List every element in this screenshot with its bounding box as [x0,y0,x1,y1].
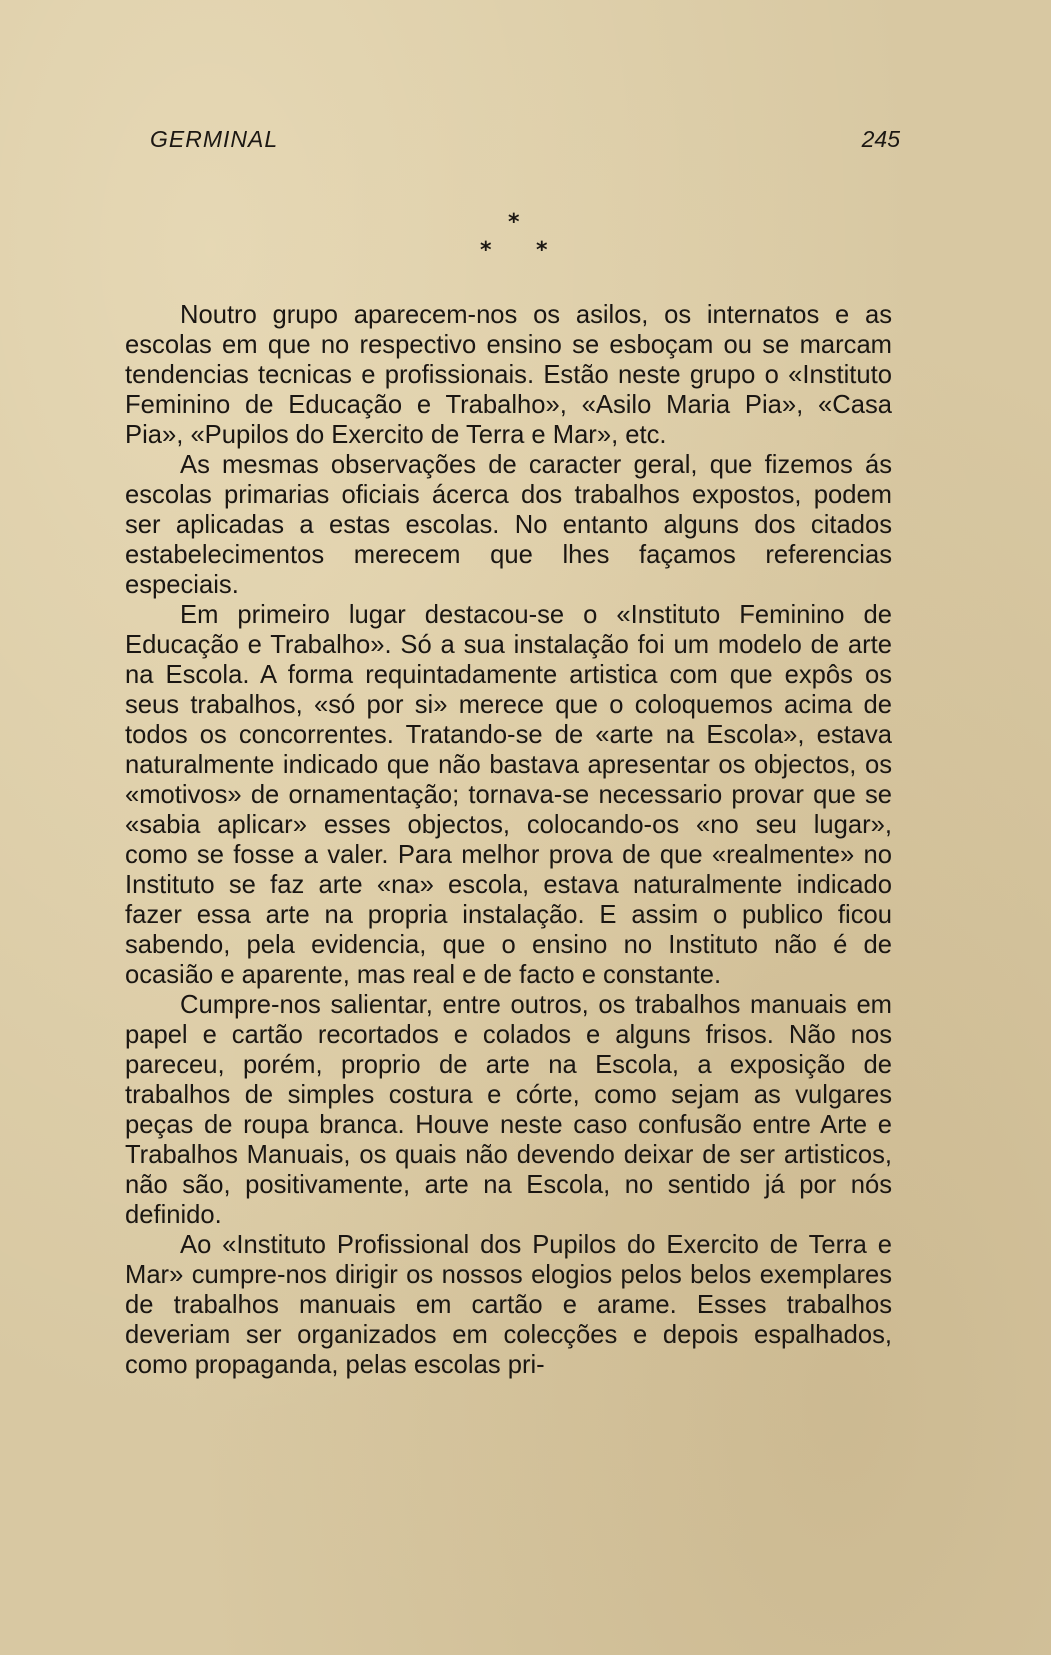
body-text [125,300,892,1380]
paragraph-1: Noutro grupo aparecem-nos os asilos, os internatos e as escolas em que no respectivo ensino se esboçam ou se marcam tendencias tecnicas e profissionais. Estão neste grupo o «Instituto Feminino de Educação e Trabalho», «Asilo Maria Pia», «Casa Pia», «Pupilos do Exercito de Terra e Mar», etc. [125,301,892,449]
running-head [150,126,900,156]
page-number: 245 [861,126,900,152]
section-separator [470,210,560,270]
paragraph-2: As mesmas observações de caracter geral, que fizemos ás escolas primarias oficiais ácerca dos trabalhos expostos, podem ser aplicadas a estas escolas. No entanto alguns dos citados estabelecimentos merecem que lhes façamos referencias especiais. [125,451,892,599]
separator-asterisk-right: * [536,238,548,263]
paragraph-3: Em primeiro lugar destacou-se o «Instituto Feminino de Educação e Trabalho». Só a sua instalação foi um modelo de arte na Escola. A forma requintadamente artistica com que expôs os seus trabalhos, «só por si» merece que o coloquemos acima de todos os concorrentes. Tratando-se de «arte na Escola», estava naturalmente indicado que não bastava apresentar os objectos, os «motivos» de ornamentação; tornava-se necessario provar que se «sabia aplicar» esses objectos, colocando-os «no seu lugar», como se fosse a valer. Para melhor prova de que «realmente» no Instituto se faz arte «na» escola, estava naturalmente indicado fazer essa arte na propria instalação. E assim o publico ficou sabendo, pela evidencia, que o ensino no Instituto não é de ocasião e aparente, mas real e de facto e constante. [125,601,892,989]
separator-asterisk-left: * [480,238,492,263]
paragraph-5: Ao «Instituto Profissional dos Pupilos do Exercito de Terra e Mar» cumpre-nos dirigir os nossos elogios pelos belos exemplares de trabalhos manuais em cartão e arame. Esses trabalhos deveriam ser organizados em colecções e depois espalhados, como propaganda, pelas escolas pri- [125,1231,892,1379]
paragraph-4: Cumpre-nos salientar, entre outros, os trabalhos manuais em papel e cartão recortados e colados e alguns frisos. Não nos pareceu, porém, proprio de arte na Escola, a exposição de trabalhos de simples costura e córte, como sejam as vulgares peças de roupa branca. Houve neste caso confusão entre Arte e Trabalhos Manuais, os quais não devendo deixar de ser artisticos, não são, positivamente, arte na Escola, no sentido já por nós definido. [125,991,892,1229]
separator-asterisk-top: * [508,210,520,235]
running-title: GERMINAL [150,126,279,152]
